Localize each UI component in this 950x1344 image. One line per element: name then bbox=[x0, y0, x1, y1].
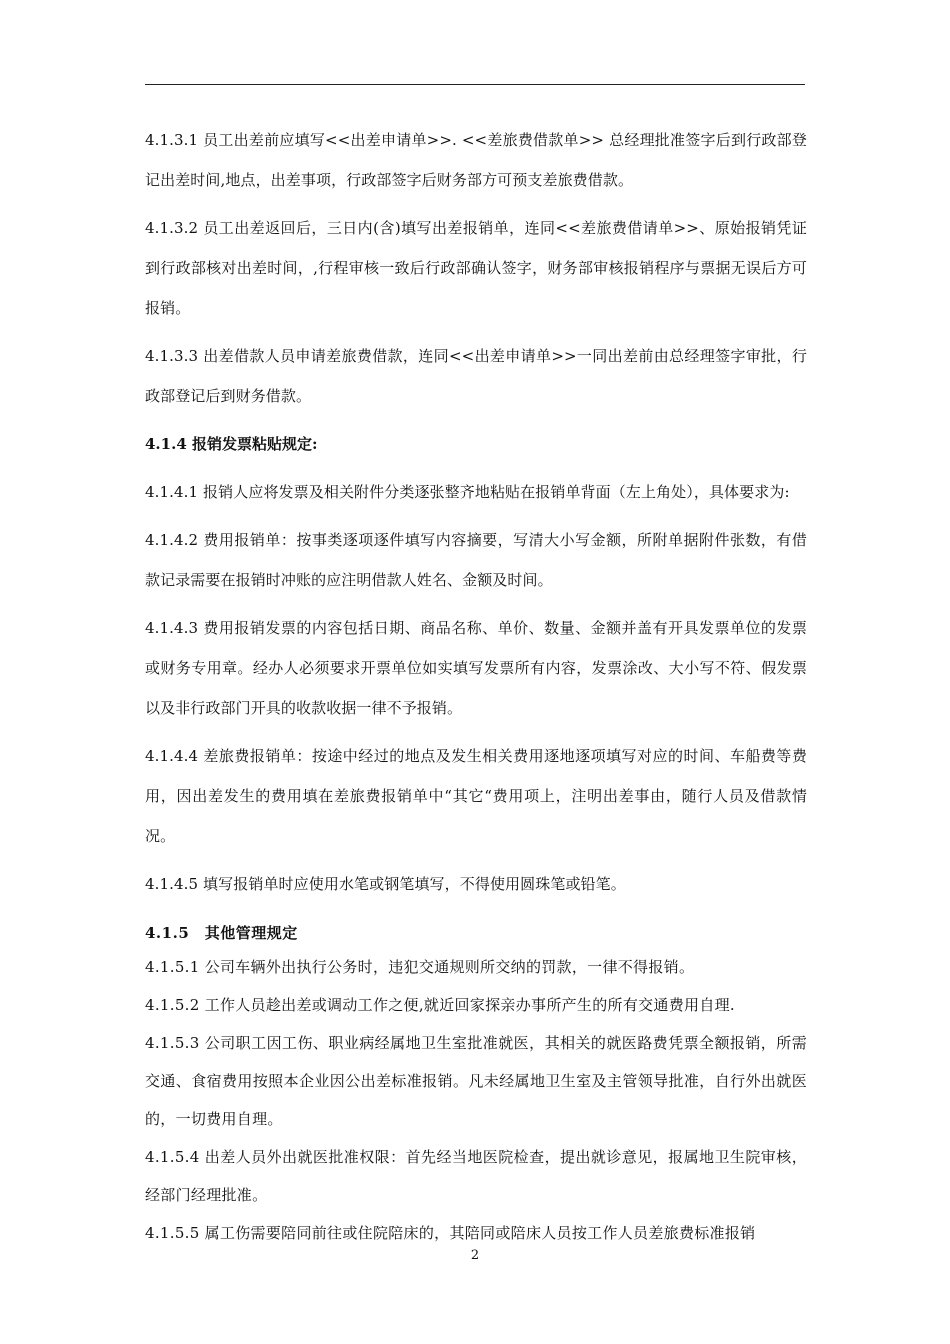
heading-4-1-4: 4.1.4 报销发票粘贴规定: bbox=[145, 435, 318, 453]
page-number: 2 bbox=[470, 1248, 480, 1263]
clause-4-1-5-2: 4.1.5.2 工作人员趁出差或调动工作之便,就近回家探亲办事所产生的所有交通费用自理. bbox=[145, 996, 735, 1014]
clause-4-1-3-3: 4.1.3.3 出差借款人员申请差旅费借款，连同<<出差申请单>>一同出差前由总经理签字审批，行政部登记后到财务借款。 bbox=[145, 347, 807, 405]
heading-4-1-5: 4.1.5 其他管理规定 bbox=[145, 924, 298, 942]
header-rule bbox=[145, 84, 805, 85]
clause-4-1-4-4: 4.1.4.4 差旅费报销单：按途中经过的地点及发生相关费用逐地逐项填写对应的时间、车船费等费用，因出差发生的费用填在差旅费报销单中“其它“费用项上，注明出差事由，随行人员及借款情况。 bbox=[145, 747, 807, 845]
clause-4-1-4-1: 4.1.4.1 报销人应将发票及相关附件分类逐张整齐地粘贴在报销单背面（左上角处），具体要求为: bbox=[145, 483, 790, 501]
clause-4-1-4-5: 4.1.4.5 填写报销单时应使用水笔或钢笔填写，不得使用圆珠笔或铅笔。 bbox=[145, 875, 626, 893]
page-content bbox=[145, 120, 807, 1252]
clause-4-1-5-5: 4.1.5.5 属工伤需要陪同前往或住院陪床的，其陪同或陪床人员按工作人员差旅费标准报销 bbox=[145, 1224, 756, 1242]
clause-4-1-5-1: 4.1.5.1 公司车辆外出执行公务时，违犯交通规则所交纳的罚款，一律不得报销。 bbox=[145, 958, 695, 976]
clause-4-1-3-1: 4.1.3.1 员工出差前应填写<<出差申请单>>. <<差旅费借款单>> 总经理批准签字后到行政部登记出差时间,地点，出差事项，行政部签字后财务部方可预支差旅费借款。 bbox=[145, 131, 807, 189]
clause-4-1-5-3: 4.1.5.3 公司职工因工伤、职业病经属地卫生室批准就医，其相关的就医路费凭票全额报销，所需交通、食宿费用按照本企业因公出差标准报销。凡未经属地卫生室及主管领导批准，自行外出就医的，一切费用自理。 bbox=[145, 1034, 807, 1128]
clause-4-1-3-2: 4.1.3.2 员工出差返回后，三日内(含)填写出差报销单，连同<<差旅费借请单>>、原始报销凭证到行政部核对出差时间，,行程审核一致后行政部确认签字，财务部审核报销程序与票据无误后方可报销。 bbox=[145, 219, 807, 317]
clause-4-1-4-3: 4.1.4.3 费用报销发票的内容包括日期、商品名称、单价、数量、金额并盖有开具发票单位的发票或财务专用章。经办人必须要求开票单位如实填写发票所有内容，发票涂改、大小写不符、假发票以及非行政部门开具的收款收据一律不予报销。 bbox=[145, 619, 807, 717]
clause-4-1-5-4: 4.1.5.4 出差人员外出就医批准权限：首先经当地医院检查，提出就诊意见，报属地卫生院审核，经部门经理批准。 bbox=[145, 1148, 807, 1204]
section-4-1-5 bbox=[145, 918, 807, 1252]
clause-4-1-4-2: 4.1.4.2 费用报销单：按事类逐项逐件填写内容摘要，写清大小写金额，所附单据附件张数，有借款记录需要在报销时冲账的应注明借款人姓名、金额及时间。 bbox=[145, 531, 807, 589]
